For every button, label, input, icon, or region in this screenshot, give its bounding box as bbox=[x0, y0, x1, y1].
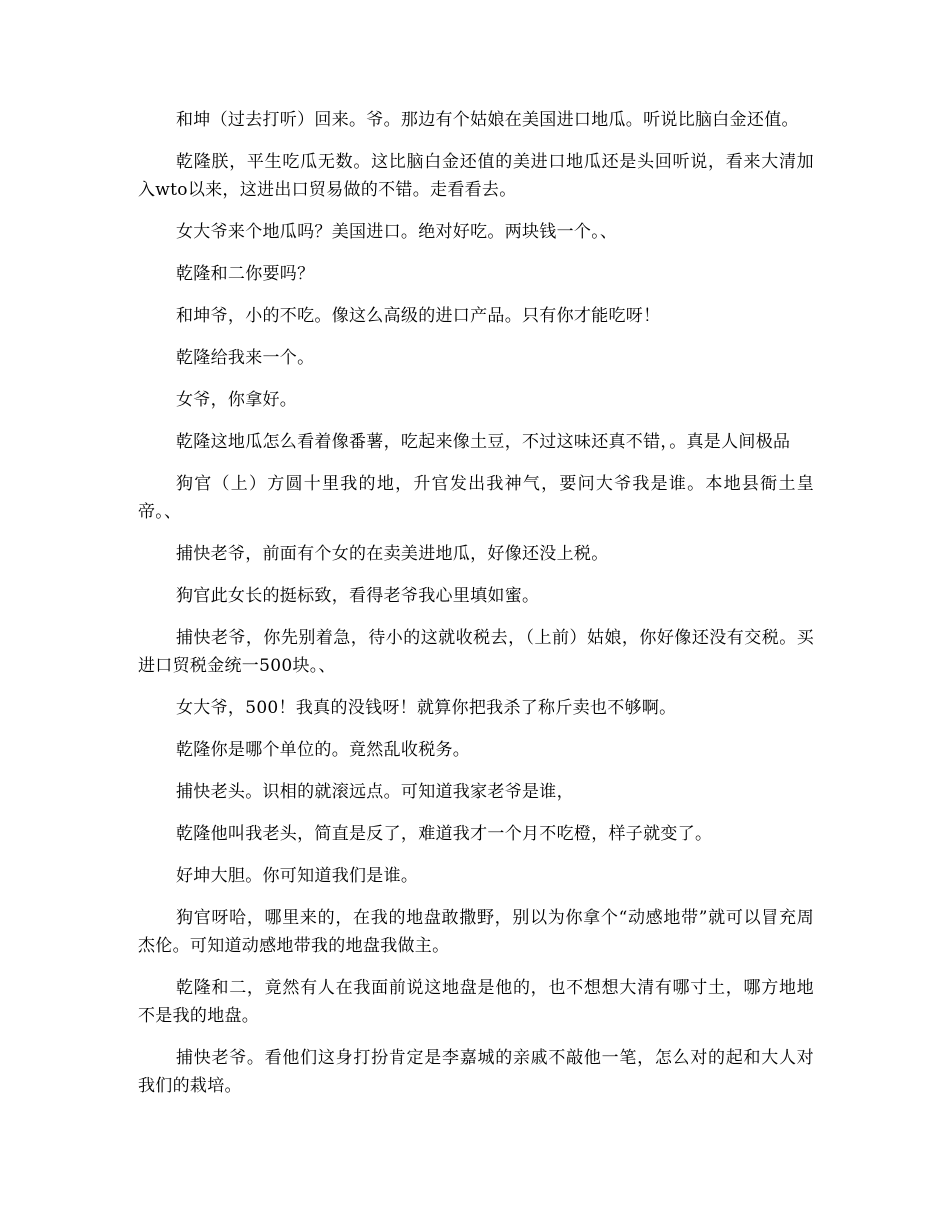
paragraph: 狗官（上）方圆十里我的地，升官发出我神气，要问大爷我是谁。本地县衙土皇帝。、 bbox=[138, 474, 814, 522]
paragraph: 狗官呀哈，哪里来的，在我的地盘敢撒野，别以为你拿个“动感地带”就可以冒充周杰伦。可知道动感地带我的地盘我做主。 bbox=[138, 908, 814, 956]
paragraph: 乾隆和二你要吗？ bbox=[176, 264, 315, 284]
paragraph: 捕快老爷。看他们这身打扮肯定是李嘉城的亲戚不敲他一笔，怎么对的起和大人对我们的栽培。 bbox=[138, 1048, 814, 1096]
paragraph: 捕快老爷，前面有个女的在卖美进地瓜，好像还没上税。 bbox=[176, 544, 609, 564]
paragraph: 女爷，你拿好。 bbox=[176, 390, 298, 410]
paragraph: 好坤大胆。你可知道我们是谁。 bbox=[176, 866, 419, 886]
document-page bbox=[138, 106, 814, 1114]
paragraph: 乾隆给我来一个。 bbox=[176, 348, 315, 368]
paragraph: 乾隆朕，平生吃瓜无数。这比脑白金还值的美进口地瓜还是头回听说，看来大清加入wto以来，这进出口贸易做的不错。走看看去。 bbox=[138, 152, 814, 200]
paragraph: 乾隆和二，竟然有人在我面前说这地盘是他的，也不想想大清有哪寸土，哪方地地不是我的地盘。 bbox=[138, 978, 814, 1026]
paragraph: 乾隆你是哪个单位的。竟然乱收税务。 bbox=[176, 740, 471, 760]
paragraph: 捕快老爷，你先别着急，待小的这就收税去，（上前）姑娘，你好像还没有交税。买进口贸税金统一500块。、 bbox=[138, 628, 814, 676]
paragraph: 和坤爷，小的不吃。像这么高级的进口产品。只有你才能吃呀！ bbox=[176, 306, 661, 326]
paragraph: 乾隆这地瓜怎么看着像番薯，吃起来像土豆，不过这味还真不错，。真是人间极品 bbox=[176, 432, 791, 452]
paragraph: 女大爷来个地瓜吗？美国进口。绝对好吃。两块钱一个。、 bbox=[176, 222, 618, 242]
paragraph: 捕快老头。识相的就滚远点。可知道我家老爷是谁， bbox=[176, 782, 574, 802]
paragraph: 狗官此女长的挺标致，看得老爷我心里填如蜜。 bbox=[176, 586, 540, 606]
paragraph: 乾隆他叫我老头，简直是反了，难道我才一个月不吃橙，样子就变了。 bbox=[176, 824, 713, 844]
paragraph: 女大爷，500！我真的没钱呀！就算你把我杀了称斤卖也不够啊。 bbox=[176, 698, 677, 718]
paragraph: 和坤（过去打听）回来。爷。那边有个姑娘在美国进口地瓜。听说比脑白金还值。 bbox=[176, 110, 799, 130]
